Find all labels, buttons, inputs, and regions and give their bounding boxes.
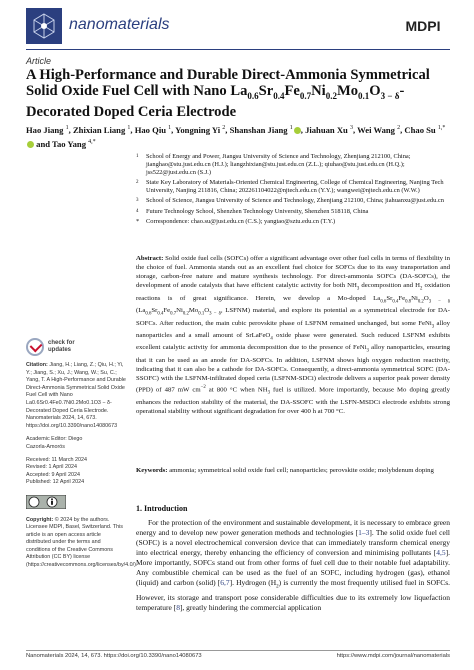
author[interactable]: Shanshan Jiang $^1$ (230, 125, 301, 135)
author[interactable]: Yongning Yi $^2$ (175, 124, 226, 135)
reference-link[interactable]: 6,7 (220, 578, 230, 587)
reference-link[interactable]: 1–3 (358, 528, 370, 537)
author[interactable]: Tao Yang $^{4,*}$ (52, 138, 96, 149)
creative-commons-icon[interactable] (26, 495, 66, 513)
header-divider (26, 49, 450, 50)
orcid-icon[interactable] (27, 141, 34, 148)
author[interactable]: Hao Qiu $^1$ (134, 124, 172, 135)
reference-link[interactable]: 8 (176, 602, 180, 612)
check-for-updates-button[interactable]: check for updates (26, 338, 126, 356)
mdpi-logo-icon[interactable] (396, 13, 450, 39)
keywords: Keywords: ammonia; symmetrical solid oxide fuel cell; nanoparticles; perovskite oxide; molybdenum doping (136, 467, 434, 474)
author[interactable]: Hao Jiang $^1$ (26, 124, 69, 135)
affiliation: 4 Future Technology School, Shenzhen Technology University, Shenzhen 518118, China (136, 207, 369, 215)
journal-header (26, 8, 450, 46)
affiliation: 1 School of Energy and Power, Jiangsu University of Science and Technology, Zhenjiang 212100, China; jianghao@stu.just.edu.cn (H.J.); liangzhixian@stu.just.edu.cn (Z.L.); qiuhao@stu.just.edu.cn (H.Q.); jss522@just.edu.cn (S.J.) (136, 153, 411, 177)
article-type: Article (26, 56, 52, 66)
journal-logo-icon (26, 8, 62, 44)
author[interactable]: Zhixian Liang $^1$ (72, 124, 131, 135)
footer-divider (26, 650, 450, 651)
reference-link[interactable]: 4,5 (436, 548, 446, 557)
author[interactable]: Chao Su $^{1,*}$ (26, 125, 445, 149)
citation: Citation: Jiang, H.; Liang, Z.; Qiu, H.; Yi, Y.; Jiang, S.; Xu, J.; Wang, W.; Su, C.; Yang, T. A High-Performance and Durable Direct-Ammonia Symmetrical Solid Oxide Fuel Cell with Nano La0.6Sr0.4Fe0.7Ni0.2Mo0.1O3 − δ-Decorated Doped Ceria Electrode. Nanomaterials 2024, 14, 673. https://doi.org/10.3390/nano14080673 (26, 362, 126, 429)
author-list: Hao Jiang $^1$, Zhixian Liang $^1$, Hao Qiu $^1$, Yongning Yi $^2$, Shanshan Jiang $^1$ , Jiahuan Xu $^3$, Wei Wang $^2$, Chao Su $^{1,*}$ and Tao Yang $^{4,*}$ (26, 124, 446, 149)
orcid-icon[interactable] (294, 127, 301, 134)
article-sidebar (26, 338, 138, 570)
check-updates-icon (26, 338, 44, 356)
author[interactable]: Jiahuan Xu $^3$ (305, 124, 353, 135)
footer-journal-link[interactable]: https://www.mdpi.com/journal/nanomaterials (336, 653, 450, 659)
abstract: Abstract: Solid oxide fuel cells (SOFCs) offer a significant advantage over other fuel cells in terms of flexibility in the choice of fuel. Ammonia stands out as an excellent fuel choice for SOFCs due to its easy transportation and storage, carbon-free nature and mature synthesis technology. For direct-ammonia SOFCs (DA-SOFCs), the development of anode catalysts that have efficient catalytic activity for both $NH_3$ decomposition and $H_2$ oxidation reactions is of great significance. Herein, we develop a Mo-doped $La_{0.6}Sr_{0.4}Fe_{0.8}Ni_{0.2}O_{3 - \delta}$ ($La_{0.6}Sr_{0.4}Fe_{0.7}Ni_{0.2}Mo_{0.1}O_{3 - \delta}$, LSFNM) material, and explore its potential as a symmetrical electrode for DA-SOFCs. After reduction, the main cubic perovskite phase of LSFNM remained unchanged, but some FeNi$_3$ alloy nanoparticles and a small amount of SrLaFeO$_4$ oxide phase were generated. Such reduced LSFNM exhibits excellent catalytic activity for ammonia decomposition due to the presence of FeNi$_3$ alloy nanoparticles, ensuring that it can be used as an anode for DA-SOFCs. In addition, LSFNM shows high oxygen reduction reactivity, indicating that it can also be a cathode for DA-SOFCs. Consequently, a direct-ammonia symmetrical SOFC (DA-SSOFC) with the LSFNM-infiltrated doped ceria (LSFNM-SDCi) electrode delivers a superior peak power density (PPD) of 487 mW $cm^{-2}$ at 800 °C when $NH_3$ fuel is utilized. More importantly, because Mo doping greatly enhances the reduction stability of the material, the DA-SSOFC with the LSFN-MSDCi electrode exhibits strong operational stability without significant degradation for over 400 h at 700 °C. (136, 255, 451, 415)
author[interactable]: Wei Wang $^2$ (357, 124, 401, 135)
mdpi-logo-text: MDPI (405, 18, 441, 34)
introduction-paragraph: For the protection of the environment and sustainable development, it is necessary to embrace green energy and to develop new power generation methods and technologies [1–3]. The solid oxide fuel cell (SOFC) is a novel electrochemical conversion device that can immediately transform chemical energy into electrical energy, thereby enhancing the efficiency of conversion and minimising pollutants [4,5]. More importantly, SOFCs stand out from other forms of fuel cell due to their notable fuel adaptability. Any combustible chemical can be used as the fuel of an SOFC, including hydrogen (gas), ethanol (liquid) and carbon (solid) [6,7]. Hydrogen $(H_2)$ is currently the most frequently utilised fuel in SOFCs. However, its storage and transport pose considerable difficulties due to its extremely low liquefaction temperature [8], greatly hindering the commercial application (136, 518, 450, 612)
copyright-notice: Copyright: © 2024 by the authors. Licensee MDPI, Basel, Switzerland. This article is an open access article distributed under the terms and conditions of the Creative Commons Attribution (CC BY) license (https://creativecommons.org/licenses/by/4.0/). (26, 516, 138, 569)
affiliation: 3 School of Science, Jiangsu University of Science and Technology, Zhenjiang 212100, China; jiahuanxu@just.edu.cn (136, 197, 444, 205)
correspondence: * Correspondence: chao.su@just.edu.cn (C.S.); yangtao@sztu.edu.cn (T.Y.) (136, 217, 336, 225)
affiliation: 2 State Key Laboratory of Materials-Oriented Chemical Engineering, College of Chemical Engineering, Nanjing Tech University, Nanjing 211816, China; 202261104022@njtech.edu.cn (Y.Y.); wangwei@njtech.edu.cn (W.W.) (136, 179, 444, 195)
journal-name[interactable]: nanomaterials (69, 16, 170, 33)
footer-citation[interactable]: Nanomaterials 2024, 14, 673. https://doi.org/10.3390/nano14080673 (26, 653, 202, 659)
section-heading: 1. Introduction (136, 504, 188, 513)
affiliation-list (136, 153, 450, 228)
article-title: A High-Performance and Durable Direct-Ammonia Symmetrical Solid Oxide Fuel Cell with Nano $La_{0.6}Sr_{0.4}Fe_{0.7}Ni_{0.2}Mo_{0.1}O_{3 - \delta}$-Decorated Doped Ceria Electrode (26, 67, 430, 121)
editor-and-dates: Academic Editor: Diego Cazorla-Amorós Received: 11 March 2024 Revised: 1 April 2024 Accepted: 9 April 2024 Published: 12 April 2024 (26, 436, 88, 486)
